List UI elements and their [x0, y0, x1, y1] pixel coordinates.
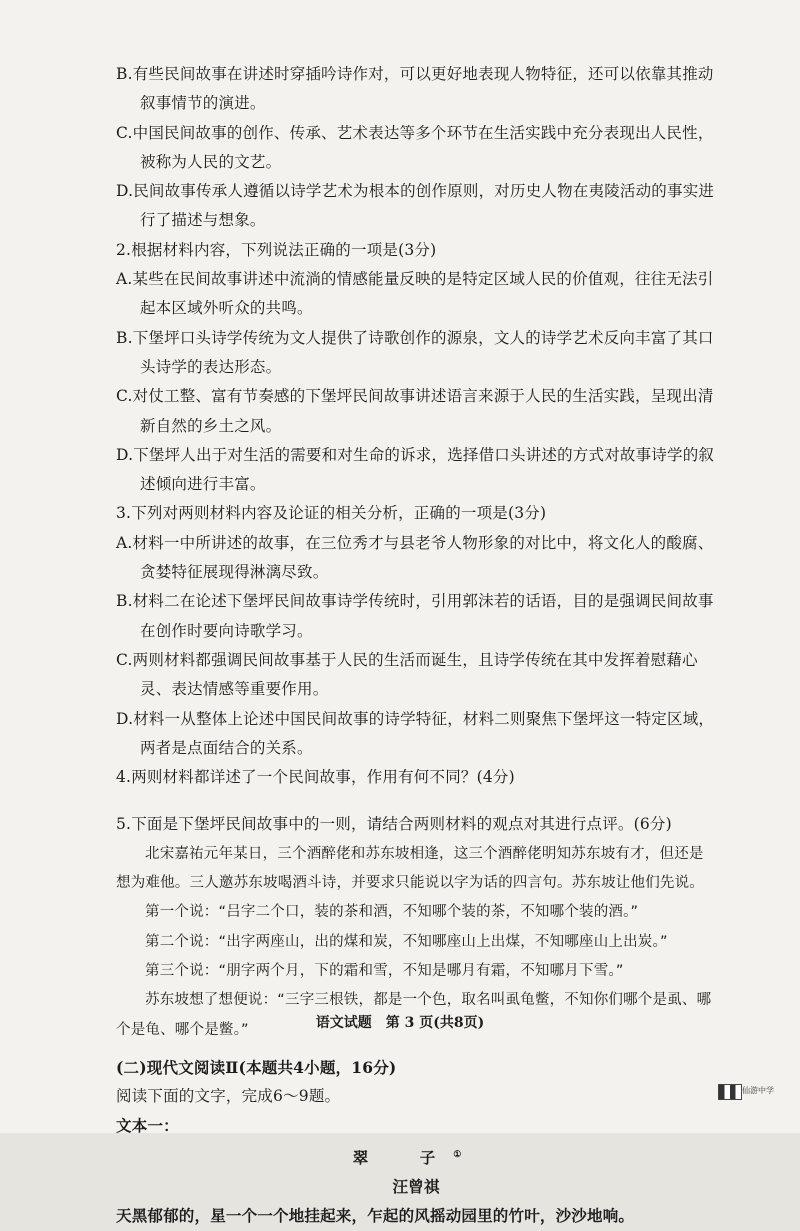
footnote-mark: ① — [453, 1149, 480, 1160]
q5-story-intro: 北宋嘉祐元年某日，三个酒醉佬和苏东坡相逢，这三个酒醉佬明知苏东坡有才，但还是想为难他。三人邀苏东坡喝酒斗诗，并要求只能说以字为话的四言句。苏东坡让他们先说。 — [116, 845, 704, 892]
watermark-label: 仙游中学 — [742, 1086, 774, 1095]
article-author: 汪曾祺 — [392, 1176, 440, 1196]
article-first-line: 天黑郁郁的，星一个一个地挂起来，乍起的风摇动园里的竹叶，沙沙地响。 — [116, 1206, 635, 1226]
q5-stem: 5.下面是下堡坪民间故事中的一则，请结合两则材料的观点对其进行点评。(6分) — [116, 815, 672, 834]
q3-option-d: D.材料一从整体上论述中国民间故事的诗学特征，材料二则聚焦下堡坪这一特定区域，两者是点面结合的关系。 — [116, 709, 715, 757]
q2-option-c: C.对仗工整、富有节奏感的下堡坪民间故事讲述语言来源于人民的生活实践，呈现出清新自然的乡土之风。 — [116, 387, 714, 435]
q1-option-b: B.有些民间故事在讲述时穿插吟诗作对，可以更好地表现人物特征，还可以依靠其推动叙事情节的演进。 — [116, 65, 714, 113]
q1-option-c: C.中国民间故事的创作、传承、艺术表达等多个环节在生活实践中充分表现出人民性，被称为人民的文艺。 — [116, 123, 714, 171]
q5-story-line-2: 第二个说：“出字两座山，出的煤和炭，不知哪座山上出煤，不知哪座山上出炭。” — [145, 933, 668, 950]
section-instruction: 阅读下面的文字，完成6～9题。 — [116, 1087, 341, 1106]
q1-option-d: D.民间故事传承人遵循以诗学艺术为根本的创作原则，对历史人物在夷陵活动的事实进行了描述与想象。 — [116, 182, 715, 230]
q5-story-line-3: 第三个说：“朋字两个月，下的霜和雪，不知是哪月有霜，不知哪月下雪。” — [145, 962, 624, 979]
q5-story-end: 苏东坡想了想便说：“三字三根铁，都是一个色，取名叫虱龟鳖，不知你们哪个是虱、哪个是龟、哪个是鳖。” — [116, 992, 712, 1038]
page-footer: 语文试题 第 3 页(共8页) — [315, 1015, 485, 1031]
q2-option-a: A.某些在民间故事讲述中流淌的情感能量反映的是特定区域人民的价值观，往往无法引起本区域外听众的共鸣。 — [116, 270, 714, 318]
q2-stem: 2.根据材料内容，下列说法正确的一项是(3分) — [116, 240, 437, 259]
page-content — [116, 60, 716, 1231]
q4-stem: 4.两则材料都详述了一个民间故事，作用有何不同？(4分) — [116, 768, 515, 787]
q2-option-b: B.下堡坪口头诗学传统为文人提供了诗歌创作的源泉，文人的诗学艺术反向丰富了其口头诗学的表达形态。 — [116, 328, 714, 376]
q2-option-d: D.下堡坪人出于对生活的需要和对生命的诉求，选择借口头讲述的方式对故事诗学的叙述倾向进行丰富。 — [116, 445, 715, 494]
qr-code-icon — [718, 1084, 742, 1100]
q3-option-a: A.材料一中所讲述的故事，在三位秀才与县老爷人物形象的对比中，将文化人的酸腐、贪婪特征展现得淋漓尽致。 — [116, 533, 714, 582]
q5-story-line-1: 第一个说：“吕字二个口，装的茶和酒，不知哪个装的茶，不知哪个装的酒。” — [145, 904, 639, 921]
section-title: (二)现代文阅读Ⅱ(本题共4小题，16分) — [116, 1057, 397, 1077]
q3-option-b: B.材料二在论述下堡坪民间故事诗学传统时，引用郭沫若的话语，目的是强调民间故事在创作时要向诗歌学习。 — [116, 592, 714, 640]
article-title: 翠 子① — [352, 1147, 480, 1167]
text-label: 文本一： — [116, 1116, 179, 1136]
answer-space — [116, 792, 716, 810]
q3-option-c: C.两则材料都强调民间故事基于人民的生活而诞生，且诗学传统在其中发挥着慰藉心灵、表达情感等重要作用。 — [116, 650, 698, 699]
q3-stem: 3.下列对两则材料内容及论证的相关分析，正确的一项是(3分) — [116, 504, 547, 523]
